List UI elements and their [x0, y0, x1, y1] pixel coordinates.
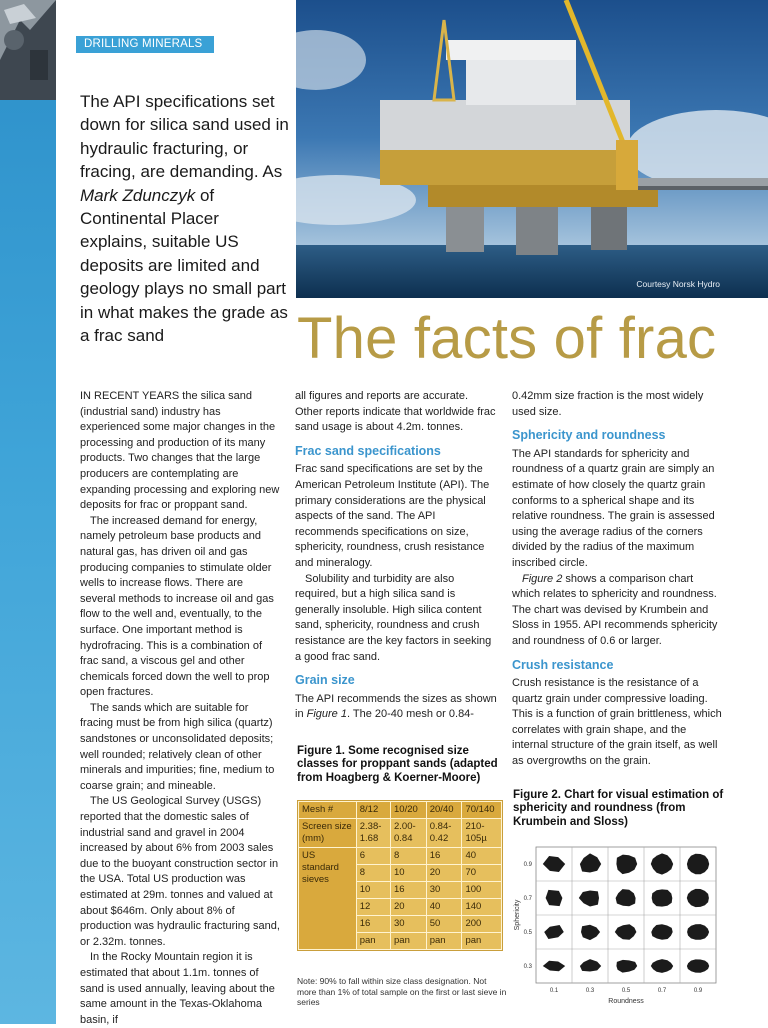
section-tag: DRILLING MINERALS — [76, 36, 214, 53]
table-cell: 20 — [426, 865, 462, 882]
table-cell: 10 — [391, 865, 427, 882]
rig-detail-image — [0, 0, 56, 100]
sphericity-roundness-chart — [510, 845, 725, 1024]
table-cell: 20 — [391, 899, 427, 916]
subheading-frac-sand-specifications: Frac sand specifications — [295, 443, 441, 458]
table-cell: 70 — [462, 865, 502, 882]
y-axis-label: Sphericity — [514, 899, 521, 931]
table-cell: 30 — [426, 882, 462, 899]
figure2-caption: Figure 2. Chart for visual estimation of sphericity and roundness (from Krumbein and Sloss) — [513, 789, 724, 828]
photo-credit: Courtesy Norsk Hydro — [636, 279, 720, 289]
table-cell: 6 — [356, 848, 390, 865]
paragraph: Figure 2 shows a comparison chart which relates to sphericity and roundness. The chart was devised by Krumbein and Sloss in 1955. API recommends sphericity and roundness of 0.6 or larger. — [512, 572, 718, 647]
paragraph: The increased demand for energy, namely petroleum base products and natural gas, has driven oil and gas producing companies to stimulate older wells to increase flows. There are several methods to increase oil and gas flow to the well and, eventually, to the surface. One important method is hydrofracing. This is a combination of frac sand, a viscous gel and other chemicals forced down the well to prop open fractures. — [80, 514, 274, 699]
table-cell: 10 — [356, 882, 390, 899]
intro-standfirst: The API specifications set down for silica sand used in hydraulic fracturing, or fracing, are demanding. As Mark Zdunczyk of Continental Placer explains, suitable US deposits are limited and geology plays no small part in what makes the grade as a frac sand — [80, 92, 289, 346]
table-cell: 40 — [426, 899, 462, 916]
table-cell: 2.38-1.68 — [356, 819, 390, 848]
paragraph: Crush resistance is the resistance of a quartz grain under compressive loading. This is a function of grain brittleness, which correlates with grain shape, and the internal structure of the grain itself, as well as overgrowths on the grain. — [512, 677, 722, 768]
paragraph: 0.42mm size fraction is the most widely used size. — [512, 390, 704, 418]
table-cell: 8/12 — [356, 802, 390, 819]
table-row — [299, 802, 502, 819]
author-name: Mark Zdunczyk — [80, 185, 196, 205]
table-cell: 100 — [462, 882, 502, 899]
table-cell: 30 — [391, 916, 427, 933]
x-tick-label: 0.1 — [549, 988, 559, 994]
y-tick-label: 0.5 — [523, 930, 532, 936]
paragraph: The API standards for sphericity and roundness of a quartz grain are simply an estimate of how closely the quartz grain conforms to a spherical shape and its relative roundness. The grain is assessed using the average radius of the corners divided by the radius of the maximum inscribed circle. — [512, 447, 715, 569]
table-cell: 8 — [391, 848, 427, 865]
table-cell: 10/20 — [391, 802, 427, 819]
paragraph: The sands which are suitable for fracing must be from high silica (quartz) sandstones or unconsolidated deposits; well rounded; relatively clean of other minerals and impurities; fine, medium to coarse grain; and mineable. — [80, 701, 275, 792]
oil-platform-photo — [296, 0, 768, 298]
mesh-label-cell: Mesh # — [299, 802, 357, 819]
subheading-grain-size: Grain size — [295, 673, 355, 688]
table-cell: 200 — [462, 916, 502, 933]
left-color-strip — [0, 0, 56, 1024]
paragraph: In the Rocky Mountain region it is estimated that about 1.1m. tonnes of sand is used annually, leaving about the same amount in the Texas-Oklahoma basin, if — [80, 951, 275, 1026]
table-cell: 210-105µ — [462, 819, 502, 848]
paragraph: The API recommends the sizes as shown in Figure 1. The 20-40 mesh or 0.84- — [295, 692, 497, 721]
corner-photo-fragment — [0, 0, 56, 100]
subheading-sphericity-roundness: Sphericity and roundness — [512, 428, 666, 443]
article-column-3 — [512, 389, 724, 770]
paragraph: The US Geological Survey (USGS) reported that the domestic sales of industrial sand and gravel in 2004 increased by about 6% from 2003 sales due to the buoyant construction sector in the USA. Total US production was estimated at 29m. tonnes and valued at about $646m. Only about 8% of production was hydraulic fracturing sand, or 2.32m. tonnes. — [80, 795, 280, 948]
table-row — [299, 819, 502, 848]
y-tick-label: 0.9 — [523, 862, 532, 868]
table-cell: pan — [426, 933, 462, 950]
table-cell: 16 — [356, 916, 390, 933]
grain-shape — [652, 889, 673, 906]
figure1-caption: Figure 1. Some recognised size classes for proppant sands (adapted from Hoagberg & Koerner-Moore) — [297, 745, 498, 784]
table-cell: 40 — [462, 848, 502, 865]
x-tick-label: 0.3 — [585, 988, 595, 994]
size-class-table — [297, 800, 503, 951]
table-cell: pan — [391, 933, 427, 950]
y-tick-label: 0.3 — [523, 964, 532, 970]
table-cell: pan — [356, 933, 390, 950]
table-cell: 12 — [356, 899, 390, 916]
x-tick-label: 0.9 — [693, 988, 703, 994]
headline: The facts of frac — [297, 306, 717, 371]
paragraph: Solubility and turbidity are also required, but a high silica sand is generally insoluble. High silica content sand, sphericity, roundness and crush resistance are the key factors in seeking a good frac sand. — [295, 572, 492, 663]
table-cell: 2.00-0.84 — [391, 819, 427, 848]
table-row — [299, 848, 502, 865]
paragraph: all figures and reports are accurate. Other reports indicate that worldwide frac sand usage is about 4.2m. tonnes. — [295, 390, 496, 434]
sieves-label-cell: US standard sieves — [299, 848, 357, 950]
table-cell: pan — [462, 933, 502, 950]
x-axis-label: Roundness — [608, 998, 644, 1005]
x-tick-label: 0.5 — [621, 988, 631, 994]
table-cell: 16 — [426, 848, 462, 865]
paragraph: IN RECENT YEARS the silica sand (industrial sand) industry has experienced some major changes in the processing and production of its many products. Two changes that the large producers are contemplating are expanding processing and exploring new deposits for frac or proppant sand. — [80, 390, 280, 512]
article-column-1 — [80, 389, 280, 1028]
subheading-crush-resistance: Crush resistance — [512, 657, 614, 672]
table-cell: 70/140 — [462, 802, 502, 819]
table-cell: 8 — [356, 865, 390, 882]
paragraph: Frac sand specifications are set by the American Petroleum Institute (API). The primary considerations are the physical aspects of the sand. The API recommends specifications on size, sphericity, roundness, crush resistance and mineralogy. — [295, 463, 490, 569]
table-note: Note: 90% to fall within size class designation. Not more than 1% of total sample on the first or last sieve in series — [297, 976, 507, 1007]
y-tick-label: 0.7 — [523, 896, 532, 902]
table-cell: 0.84-0.42 — [426, 819, 462, 848]
table-cell: 20/40 — [426, 802, 462, 819]
screen-label-cell: Screen size (mm) — [299, 819, 357, 848]
article-column-2 — [295, 389, 497, 723]
table-cell: 50 — [426, 916, 462, 933]
x-tick-label: 0.7 — [657, 988, 667, 994]
table-cell: 140 — [462, 899, 502, 916]
table-cell: 16 — [391, 882, 427, 899]
